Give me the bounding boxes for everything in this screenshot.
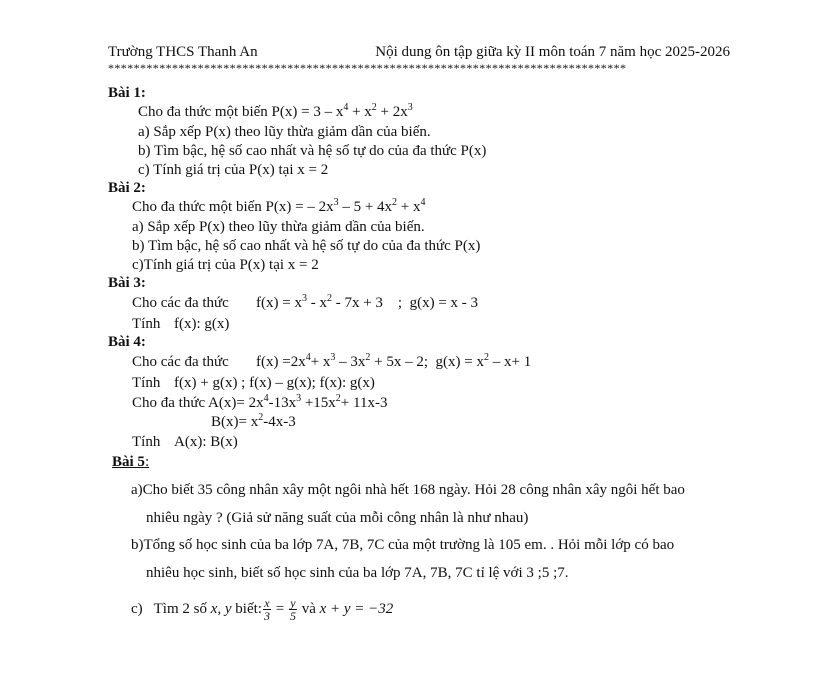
bai3-task: f(x): g(x) xyxy=(174,316,230,332)
bai3-intro-label: Cho các đa thức xyxy=(132,295,229,311)
bai4-polynomials: $f(x) =2x^4+ x^3 - 3x^2 + 5x - 2$; $g(x) = x^2 - x+ 1$ xyxy=(256,352,532,370)
bai4-task1: f(x) + g(x) ; f(x) – g(x); f(x): g(x) xyxy=(174,375,375,391)
bai2-intro: Cho đa thức một biến P(x) = – $2x^3 - 5 + 4x^2 + x^4$ xyxy=(132,197,426,215)
bai2-part-b: b) Tìm bậc, hệ số cao nhất và hệ số tự do của đa thức P(x) xyxy=(132,238,481,254)
bai4-heading: Bài 4: xyxy=(108,334,146,350)
fraction-y-over-5: $\frac{y}{5}$ xyxy=(289,596,296,623)
bai4-polynomial-a: Cho đa thức $A(x)= 2x^4-13x^3 +15x^2+ 11x-3$ xyxy=(132,393,388,411)
bai5-part-c: c) Tìm 2 số x, y biết: $\frac{x}{3}$ = $\frac{y}{5}$ và x + y = −32 xyxy=(131,596,394,623)
bai3-polynomials: $f(x) = x^3 - x^2 - 7x + 3$ ; g(x) = x - 3 xyxy=(256,293,479,311)
bai2-part-a: a) Sắp xếp P(x) theo lũy thừa giảm dần của biến. xyxy=(132,219,425,235)
bai1-part-c: c) Tính giá trị của P(x) tại x = 2 xyxy=(138,162,329,178)
document-title: Nội dung ôn tập giữa kỳ II môn toán 7 năm học 2025-2026 xyxy=(375,44,730,60)
bai4-task1-label: Tính xyxy=(132,375,161,391)
bai5-part-b-line1: b)Tổng số học sinh của ba lớp 7A, 7B, 7C của một trường là 105 em. . Hỏi mỗi lớp có bao xyxy=(131,537,675,553)
fraction-x-over-3: $\frac{x}{3}$ xyxy=(263,596,270,623)
bai3-task-label: Tính xyxy=(132,316,161,332)
bai1-part-b: b) Tìm bậc, hệ số cao nhất và hệ số tự do của đa thức P(x) xyxy=(138,143,487,159)
bai3-heading: Bài 3: xyxy=(108,275,146,291)
bai4-task2: A(x): B(x) xyxy=(174,434,238,450)
bai4-task2-label: Tính xyxy=(132,434,161,450)
bai5-part-a-line1: a)Cho biết 35 công nhân xây một ngôi nhà hết 168 ngày. Hỏi 28 công nhân xây ngôi hết bao xyxy=(131,482,685,498)
bai4-intro-label: Cho các đa thức xyxy=(132,354,229,370)
bai5-heading: Bài 5: xyxy=(112,454,150,470)
bai2-heading: Bài 2: xyxy=(108,180,146,196)
bai1-part-a: a) Sắp xếp P(x) theo lũy thừa giảm dần của biến. xyxy=(138,124,431,140)
bai1-intro: Cho đa thức một biến $P(x) = 3 - x^4 + x^2 + 2x^3$ xyxy=(138,102,413,120)
bai5-part-a-line2: nhiêu ngày ? (Giả sử năng suất của mỗi công nhân là như nhau) xyxy=(146,510,529,526)
bai4-polynomial-b: $B(x)= x^2-4x-3$ xyxy=(211,412,296,430)
bai5-part-b-line2: nhiêu học sinh, biết số học sinh của ba lớp 7A, 7B, 7C tỉ lệ với 3 ;5 ;7. xyxy=(146,565,569,581)
school-name: Trường THCS Thanh An xyxy=(108,44,258,60)
bai1-heading: Bài 1: xyxy=(108,85,146,101)
header-divider: ********************************************************************************* xyxy=(108,61,627,75)
bai2-part-c: c)Tính giá trị của P(x) tại x = 2 xyxy=(132,257,319,273)
